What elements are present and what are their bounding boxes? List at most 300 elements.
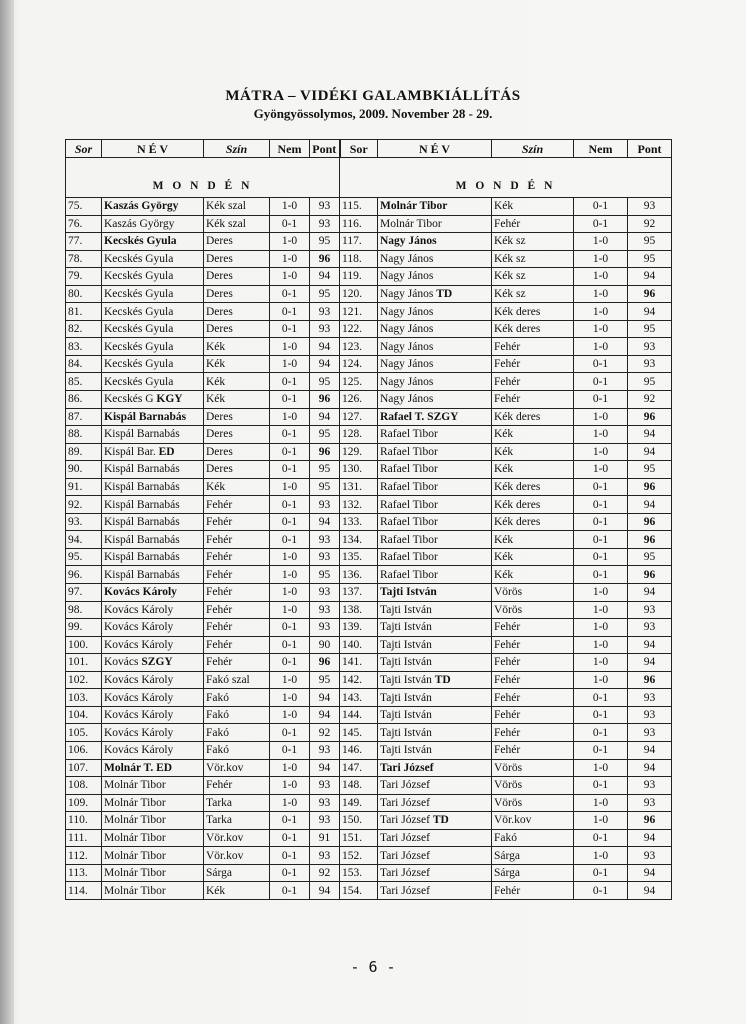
pigeon-owner-name: Kaszás György (104, 200, 179, 213)
pigeon-owner-name: Rafael Tibor (380, 551, 438, 564)
pigeon-owner-name: Tajti István (380, 586, 437, 599)
cell-sor: 98. (66, 601, 102, 619)
cell-nev (378, 513, 492, 531)
cell-nev (378, 584, 492, 602)
cell-szin: Fehér (204, 601, 270, 619)
cell-nev (378, 285, 492, 303)
cell-sor: 103. (66, 689, 102, 707)
cell-pont: 96 (310, 391, 340, 409)
cell-szin: Kék deres (492, 496, 574, 514)
cell-nem: 0-1 (270, 829, 310, 847)
cell-nev (378, 829, 492, 847)
cell-nem: 1-0 (574, 285, 628, 303)
cell-nev (102, 531, 204, 549)
cell-nev (102, 478, 204, 496)
cell-pont: 94 (310, 338, 340, 356)
cell-nev (102, 426, 204, 444)
cell-pont: 93 (310, 812, 340, 830)
cell-nev (378, 601, 492, 619)
cell-szin: Kék deres (492, 320, 574, 338)
cell-szin: Kék sz (492, 285, 574, 303)
pigeon-owner-name: Kispál Barnabás (104, 481, 180, 494)
cell-pont: 93 (310, 777, 340, 795)
cell-nev (102, 391, 204, 409)
cell-pont: 95 (628, 320, 672, 338)
pigeon-owner-name: Nagy János (380, 340, 434, 353)
cell-nem: 1-0 (574, 654, 628, 672)
table-row (66, 250, 672, 268)
pigeon-owner-name: Tajti István (380, 621, 432, 634)
section-label-right: M O N D É N (340, 158, 672, 198)
table-row (66, 689, 672, 707)
cell-pont: 93 (628, 847, 672, 865)
cell-pont: 95 (310, 461, 340, 479)
cell-szin: Fakó (204, 724, 270, 742)
cell-nem: 1-0 (270, 268, 310, 286)
cell-nem: 1-0 (574, 233, 628, 251)
cell-nem: 0-1 (574, 478, 628, 496)
table-row (66, 408, 672, 426)
cell-pont: 93 (628, 198, 672, 216)
cell-pont: 93 (310, 584, 340, 602)
cell-sor: 129. (340, 443, 378, 461)
cell-nem: 0-1 (270, 513, 310, 531)
cell-szin: Vörös (492, 759, 574, 777)
cell-sor: 153. (340, 864, 378, 882)
cell-sor: 96. (66, 566, 102, 584)
cell-szin: Kék (204, 391, 270, 409)
cell-pont: 93 (310, 794, 340, 812)
cell-nem: 0-1 (270, 303, 310, 321)
cell-pont: 95 (310, 373, 340, 391)
cell-pont: 96 (628, 812, 672, 830)
pigeon-owner-name: Tajti István (380, 603, 432, 616)
section-label-left: M O N D É N (66, 158, 340, 198)
pigeon-owner-name: Nagy János (380, 323, 434, 336)
cell-nem: 0-1 (270, 619, 310, 637)
cell-sor: 97. (66, 584, 102, 602)
page-title: MÁTRA – VIDÉKI GALAMBKIÁLLÍTÁS (225, 88, 521, 104)
cell-nem: 0-1 (574, 496, 628, 514)
cell-sor: 119. (340, 268, 378, 286)
cell-nem: 0-1 (270, 864, 310, 882)
cell-nev (378, 847, 492, 865)
cell-sor: 111. (66, 829, 102, 847)
cell-sor: 77. (66, 233, 102, 251)
pigeon-owner-name: Tajti István (380, 744, 432, 757)
cell-nev (378, 777, 492, 795)
cell-sor: 113. (66, 864, 102, 882)
pigeon-owner-name: Kispál Barnabás (104, 533, 180, 546)
table-row (66, 391, 672, 409)
cell-sor: 141. (340, 654, 378, 672)
cell-nev (378, 496, 492, 514)
cell-sor: 104. (66, 706, 102, 724)
cell-pont: 90 (310, 636, 340, 654)
cell-nem: 0-1 (270, 320, 310, 338)
cell-pont: 94 (310, 408, 340, 426)
cell-szin: Vör.kov (204, 847, 270, 865)
col-header-nev-right: N É V (378, 140, 492, 158)
cell-szin: Kék szal (204, 198, 270, 216)
cell-pont: 96 (310, 250, 340, 268)
cell-szin: Kék (204, 373, 270, 391)
cell-szin: Deres (204, 250, 270, 268)
cell-nev (102, 654, 204, 672)
table-row (66, 882, 672, 900)
table-row (66, 671, 672, 689)
cell-nev (102, 794, 204, 812)
cell-szin: Fehér (492, 706, 574, 724)
cell-szin: Fehér (492, 636, 574, 654)
cell-nem: 1-0 (270, 338, 310, 356)
pigeon-owner-name: Kispál Barnabás (104, 551, 180, 564)
section-row (66, 158, 672, 198)
cell-pont: 94 (310, 689, 340, 707)
cell-pont: 96 (628, 671, 672, 689)
pigeon-owner-name: Kecskés Gyula (104, 305, 174, 318)
cell-nev (378, 461, 492, 479)
table-row (66, 636, 672, 654)
cell-pont: 93 (310, 496, 340, 514)
pigeon-owner-name: Kispál Barnabás (104, 428, 180, 441)
cell-sor: 126. (340, 391, 378, 409)
award-suffix: TD (432, 814, 449, 827)
cell-nem: 1-0 (574, 303, 628, 321)
cell-sor: 105. (66, 724, 102, 742)
cell-nem: 0-1 (270, 373, 310, 391)
cell-pont: 95 (628, 250, 672, 268)
pigeon-owner-name: Nagy János (380, 358, 434, 371)
award-suffix: SZGY (427, 410, 459, 423)
cell-szin: Fehér (204, 619, 270, 637)
cell-nem: 0-1 (270, 882, 310, 900)
table-row (66, 355, 672, 373)
cell-pont: 93 (310, 601, 340, 619)
table-row (66, 601, 672, 619)
cell-szin: Kék szal (204, 215, 270, 233)
cell-szin: Kék (492, 566, 574, 584)
table-row (66, 426, 672, 444)
cell-sor: 123. (340, 338, 378, 356)
cell-nev (378, 531, 492, 549)
cell-szin: Sárga (492, 847, 574, 865)
pigeon-owner-name: Rafael Tibor (380, 568, 438, 581)
cell-nem: 0-1 (574, 706, 628, 724)
cell-sor: 150. (340, 812, 378, 830)
page-subtitle: Gyöngyössolymos, 2009. November 28 - 29. (253, 106, 493, 121)
cell-pont: 93 (628, 689, 672, 707)
table-row (66, 198, 672, 216)
table-row (66, 829, 672, 847)
cell-nev (102, 759, 204, 777)
cell-szin: Vörös (492, 777, 574, 795)
cell-pont: 94 (628, 864, 672, 882)
cell-pont: 92 (310, 724, 340, 742)
pigeon-owner-name: Rafael Tibor (380, 516, 438, 529)
pigeon-owner-name: Nagy János (380, 375, 434, 388)
cell-szin: Fehér (492, 619, 574, 637)
cell-nem: 1-0 (270, 233, 310, 251)
cell-nem: 0-1 (574, 548, 628, 566)
cell-nev (378, 724, 492, 742)
cell-pont: 93 (310, 531, 340, 549)
cell-szin: Deres (204, 426, 270, 444)
cell-nev (102, 355, 204, 373)
award-suffix: ED (158, 445, 175, 458)
cell-pont: 94 (310, 513, 340, 531)
cell-pont: 95 (310, 671, 340, 689)
cell-nem: 1-0 (270, 478, 310, 496)
cell-sor: 101. (66, 654, 102, 672)
cell-sor: 106. (66, 741, 102, 759)
cell-pont: 95 (310, 566, 340, 584)
cell-szin: Fehér (204, 531, 270, 549)
cell-sor: 133. (340, 513, 378, 531)
cell-nem: 1-0 (270, 584, 310, 602)
cell-sor: 81. (66, 303, 102, 321)
cell-nem: 1-0 (574, 338, 628, 356)
cell-nem: 1-0 (270, 706, 310, 724)
cell-nev (378, 320, 492, 338)
cell-sor: 120. (340, 285, 378, 303)
pigeon-owner-name: Tari József (380, 849, 430, 862)
cell-pont: 95 (628, 548, 672, 566)
table-row (66, 566, 672, 584)
cell-nev (102, 250, 204, 268)
pigeon-owner-name: Kispál Barnabás (104, 568, 180, 581)
cell-nem: 1-0 (574, 847, 628, 865)
cell-nev (102, 443, 204, 461)
cell-nem: 1-0 (270, 355, 310, 373)
cell-pont: 93 (628, 601, 672, 619)
col-header-nem-left: Nem (270, 140, 310, 158)
cell-pont: 95 (310, 426, 340, 444)
cell-sor: 76. (66, 215, 102, 233)
cell-pont: 92 (310, 864, 340, 882)
cell-nem: 1-0 (574, 601, 628, 619)
cell-sor: 138. (340, 601, 378, 619)
cell-pont: 93 (310, 548, 340, 566)
cell-nev (378, 215, 492, 233)
cell-nev (102, 619, 204, 637)
pigeon-owner-name: Nagy János (380, 252, 434, 265)
cell-nev (102, 671, 204, 689)
cell-pont: 93 (628, 338, 672, 356)
cell-szin: Fehér (204, 584, 270, 602)
cell-sor: 122. (340, 320, 378, 338)
table-row (66, 496, 672, 514)
cell-sor: 84. (66, 355, 102, 373)
cell-nem: 0-1 (270, 461, 310, 479)
cell-nev (378, 566, 492, 584)
cell-szin: Fehér (204, 496, 270, 514)
cell-nev (378, 391, 492, 409)
cell-nem: 1-0 (270, 250, 310, 268)
cell-pont: 94 (310, 355, 340, 373)
cell-szin: Fehér (204, 654, 270, 672)
pigeon-owner-name: Kovács Károly (104, 603, 174, 616)
cell-nem: 1-0 (574, 812, 628, 830)
cell-sor: 154. (340, 882, 378, 900)
pigeon-owner-name: Tajti István (380, 638, 432, 651)
cell-szin: Deres (204, 408, 270, 426)
cell-nev (102, 198, 204, 216)
cell-sor: 78. (66, 250, 102, 268)
pigeon-owner-name: Tari József (380, 761, 434, 774)
cell-sor: 94. (66, 531, 102, 549)
pigeon-owner-name: Rafael Tibor (380, 428, 438, 441)
col-header-nev-left: N É V (102, 140, 204, 158)
cell-pont: 96 (628, 478, 672, 496)
pigeon-owner-name: Kecskés Gyula (104, 375, 174, 388)
cell-nem: 0-1 (574, 864, 628, 882)
cell-nev (102, 233, 204, 251)
cell-sor: 87. (66, 408, 102, 426)
cell-pont: 93 (310, 741, 340, 759)
cell-nem: 1-0 (270, 198, 310, 216)
pigeon-owner-name: Kovács Károly (104, 691, 174, 704)
cell-pont: 96 (628, 408, 672, 426)
table-row (66, 812, 672, 830)
cell-nem: 0-1 (270, 724, 310, 742)
pigeon-owner-name: Kecskés Gyula (104, 270, 174, 283)
cell-szin: Kék (492, 198, 574, 216)
cell-pont: 93 (310, 215, 340, 233)
cell-nem: 0-1 (574, 566, 628, 584)
cell-nem: 0-1 (574, 391, 628, 409)
cell-pont: 94 (628, 496, 672, 514)
cell-nem: 1-0 (270, 408, 310, 426)
cell-nem: 1-0 (574, 794, 628, 812)
table-row (66, 373, 672, 391)
cell-nem: 1-0 (574, 320, 628, 338)
award-suffix: TD (434, 674, 451, 687)
cell-szin: Tarka (204, 794, 270, 812)
cell-pont: 93 (628, 777, 672, 795)
cell-pont: 96 (310, 654, 340, 672)
pigeon-owner-name: Tajti István (380, 674, 432, 687)
cell-sor: 121. (340, 303, 378, 321)
cell-nem: 0-1 (270, 654, 310, 672)
cell-pont: 94 (310, 706, 340, 724)
cell-nev (102, 864, 204, 882)
pigeon-owner-name: Rafael Tibor (380, 533, 438, 546)
cell-szin: Fehér (492, 689, 574, 707)
cell-nem: 1-0 (574, 408, 628, 426)
cell-sor: 109. (66, 794, 102, 812)
award-suffix: KGY (156, 393, 183, 406)
table-row (66, 741, 672, 759)
cell-nev (378, 794, 492, 812)
cell-sor: 137. (340, 584, 378, 602)
cell-nev (378, 671, 492, 689)
cell-nem: 1-0 (574, 250, 628, 268)
pigeon-owner-name: Nagy János (380, 270, 434, 283)
pigeon-owner-name: Kovács Károly (104, 709, 174, 722)
pigeon-owner-name: Tari József (380, 867, 430, 880)
pigeon-owner-name: Molnár T. (104, 761, 154, 774)
cell-sor: 135. (340, 548, 378, 566)
cell-szin: Vör.kov (492, 812, 574, 830)
cell-nev (378, 408, 492, 426)
cell-nev (102, 215, 204, 233)
table-header-row (66, 140, 672, 158)
pigeon-owner-name: Kispál Barnabás (104, 498, 180, 511)
cell-nev (102, 461, 204, 479)
cell-nem: 1-0 (270, 777, 310, 795)
cell-nev (378, 812, 492, 830)
pigeon-owner-name: Kecskés Gyula (104, 252, 174, 265)
cell-nem: 0-1 (574, 215, 628, 233)
table-row (66, 338, 672, 356)
table-row (66, 443, 672, 461)
cell-pont: 94 (628, 654, 672, 672)
cell-nev (378, 548, 492, 566)
cell-sor: 117. (340, 233, 378, 251)
pigeon-owner-name: Kovács Károly (104, 621, 174, 634)
cell-nem: 0-1 (574, 689, 628, 707)
cell-pont: 93 (310, 847, 340, 865)
cell-pont: 92 (628, 391, 672, 409)
cell-pont: 94 (628, 741, 672, 759)
cell-szin: Fehér (492, 391, 574, 409)
cell-nev (102, 548, 204, 566)
cell-pont: 95 (628, 373, 672, 391)
cell-szin: Fehér (204, 566, 270, 584)
cell-sor: 115. (340, 198, 378, 216)
cell-nem: 0-1 (270, 391, 310, 409)
pigeon-owner-name: Rafael Tibor (380, 498, 438, 511)
pigeon-owner-name: Kecskés Gyula (104, 340, 174, 353)
cell-nev (102, 320, 204, 338)
cell-szin: Vör.kov (204, 759, 270, 777)
cell-nem: 0-1 (574, 829, 628, 847)
cell-nev (102, 268, 204, 286)
cell-sor: 152. (340, 847, 378, 865)
cell-nev (102, 303, 204, 321)
cell-nev (102, 812, 204, 830)
pigeon-owner-name: Nagy János (380, 235, 437, 248)
cell-sor: 85. (66, 373, 102, 391)
cell-sor: 128. (340, 426, 378, 444)
cell-nev (378, 268, 492, 286)
cell-pont: 95 (310, 233, 340, 251)
cell-szin: Fakó (204, 706, 270, 724)
cell-sor: 118. (340, 250, 378, 268)
cell-pont: 94 (628, 426, 672, 444)
cell-sor: 89. (66, 443, 102, 461)
pigeon-owner-name: Nagy János (380, 288, 434, 300)
cell-nev (378, 443, 492, 461)
cell-szin: Kék (492, 548, 574, 566)
cell-szin: Kék deres (492, 513, 574, 531)
cell-nev (378, 250, 492, 268)
cell-sor: 114. (66, 882, 102, 900)
cell-szin: Kék (204, 355, 270, 373)
pigeon-owner-name: Molnár Tibor (380, 217, 442, 230)
cell-nev (378, 654, 492, 672)
cell-szin: Kék (492, 461, 574, 479)
cell-pont: 94 (628, 636, 672, 654)
cell-sor: 143. (340, 689, 378, 707)
cell-szin: Fakó (204, 689, 270, 707)
table-row (66, 268, 672, 286)
cell-szin: Fakó (204, 741, 270, 759)
cell-sor: 134. (340, 531, 378, 549)
cell-sor: 145. (340, 724, 378, 742)
cell-sor: 131. (340, 478, 378, 496)
